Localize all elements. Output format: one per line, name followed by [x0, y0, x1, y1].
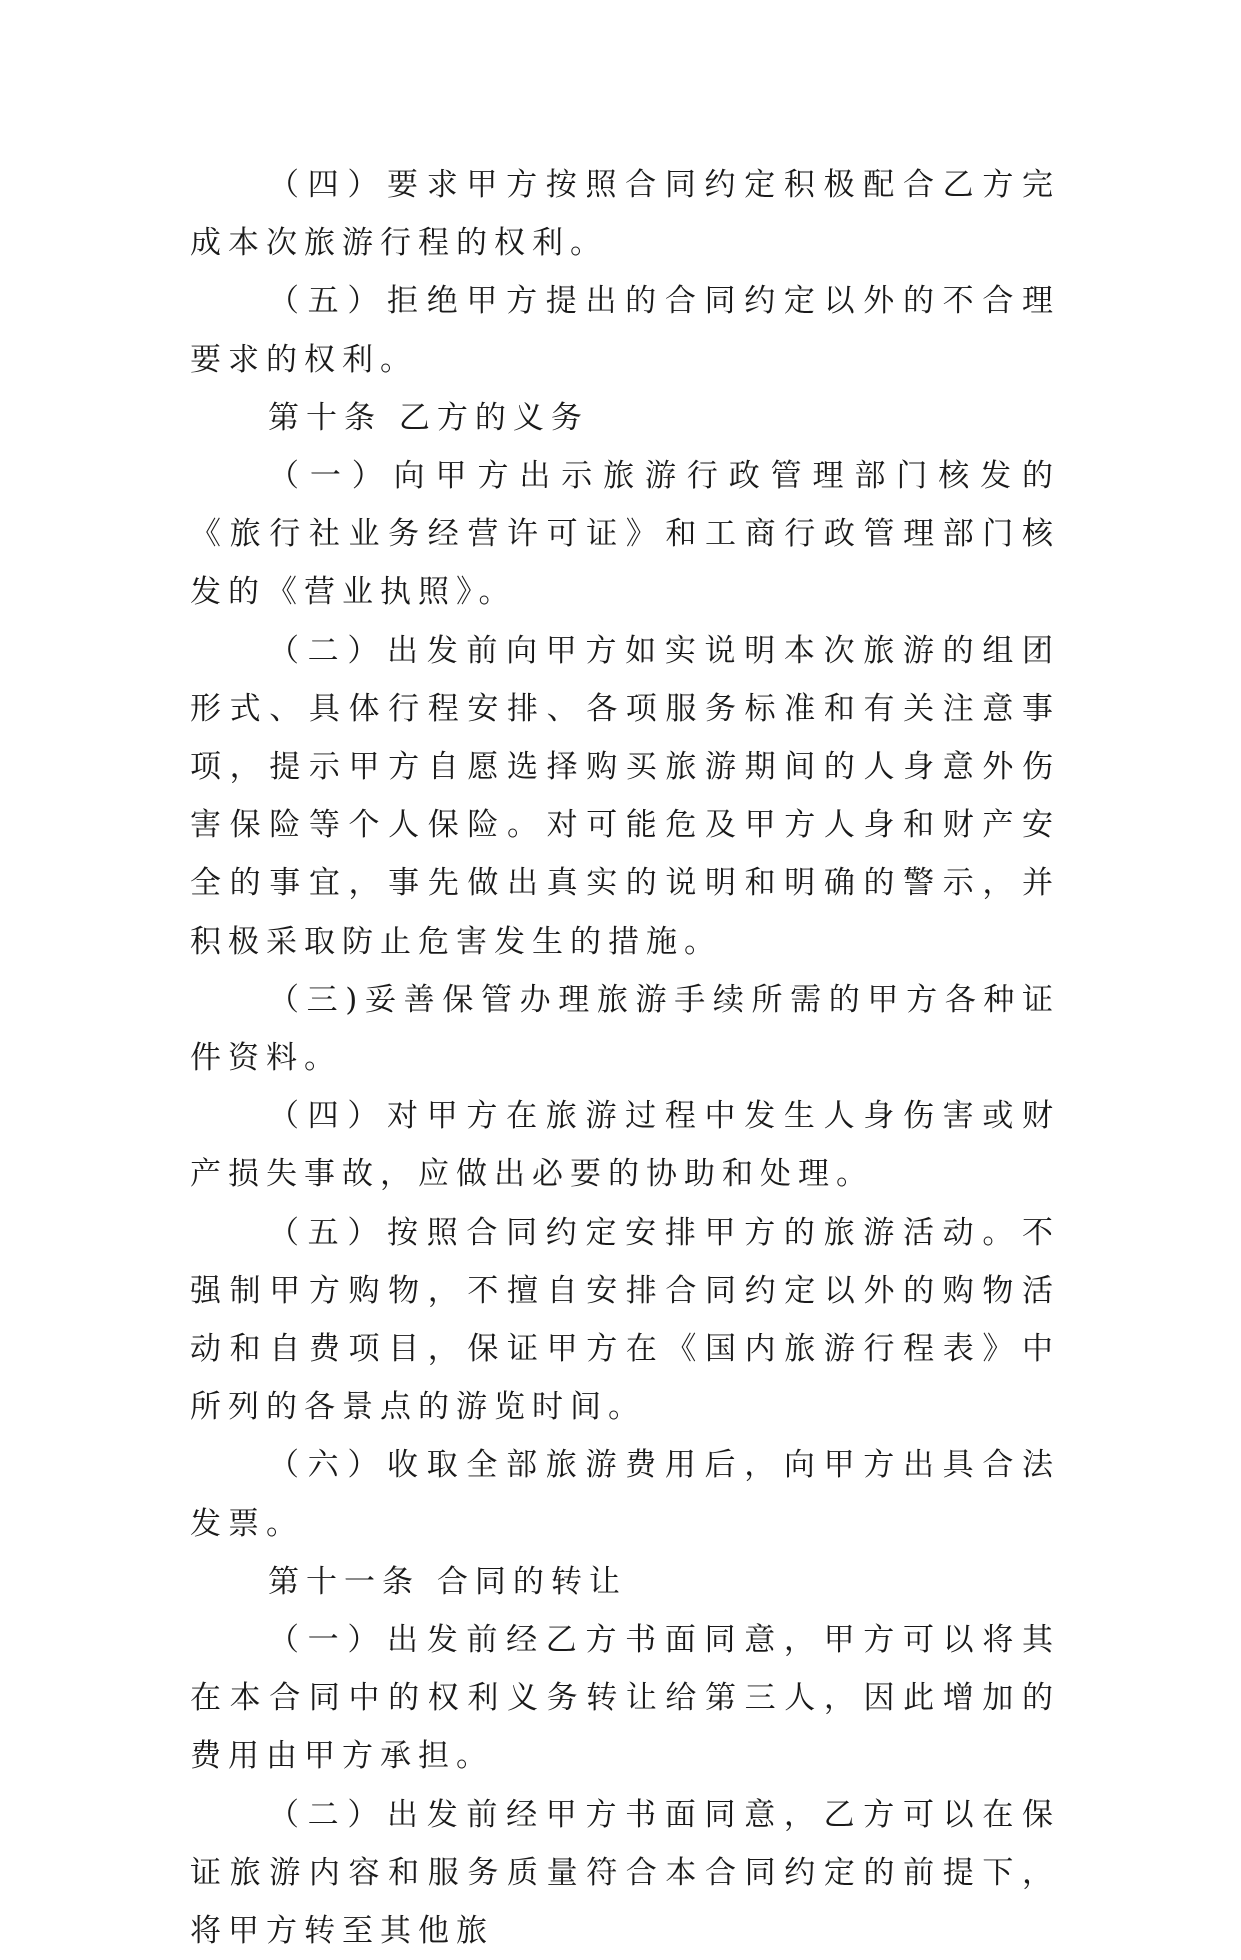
article-10-heading: 第十条 乙方的义务 — [268, 399, 589, 436]
paragraph-transfer-2: （二）出发前经甲方书面同意，乙方可以在保证旅游内容和服务质量符合本合同约定的前提下，将甲方转至其他旅 — [190, 1796, 1060, 1950]
paragraph-duty-3: （三)妥善保管办理旅游手续所需的甲方各种证件资料。 — [190, 981, 1060, 1077]
paragraph-duty-5: （五）按照合同约定安排甲方的旅游活动。不强制甲方购物，不擅自安排合同约定以外的购物活动和自费项目，保证甲方在《国内旅游行程表》中所列的各景点的游览时间。 — [190, 1214, 1060, 1426]
paragraph-duty-2: （二）出发前向甲方如实说明本次旅游的组团形式、具体行程安排、各项服务标准和有关注意事项，提示甲方自愿选择购买旅游期间的人身意外伤害保险等个人保险。对可能危及甲方人身和财产安全的事宜，事先做出真实的说明和明确的警示，并积极采取防止危害发生的措施。 — [190, 632, 1060, 960]
paragraph-duty-6: （六）收取全部旅游费用后，向甲方出具合法发票。 — [190, 1447, 1060, 1542]
paragraph-right-4: （四）要求甲方按照合同约定积极配合乙方完成本次旅游行程的权利。 — [190, 167, 1060, 262]
paragraph-right-5: （五）拒绝甲方提出的合同约定以外的不合理要求的权利。 — [190, 283, 1060, 378]
article-11-heading: 第十一条 合同的转让 — [268, 1563, 627, 1600]
paragraph-duty-1: （一）向甲方出示旅游行政管理部门核发的《旅行社业务经营许可证》和工商行政管理部门核发的《营业执照》。 — [190, 458, 1060, 611]
document-body — [190, 156, 1060, 1960]
paragraph-transfer-1: （一）出发前经乙方书面同意，甲方可以将其在本合同中的权利义务转让给第三人，因此增加的费用由甲方承担。 — [190, 1622, 1060, 1775]
paragraph-duty-4: （四）对甲方在旅游过程中发生人身伤害或财产损失事故，应做出必要的协助和处理。 — [190, 1098, 1060, 1193]
